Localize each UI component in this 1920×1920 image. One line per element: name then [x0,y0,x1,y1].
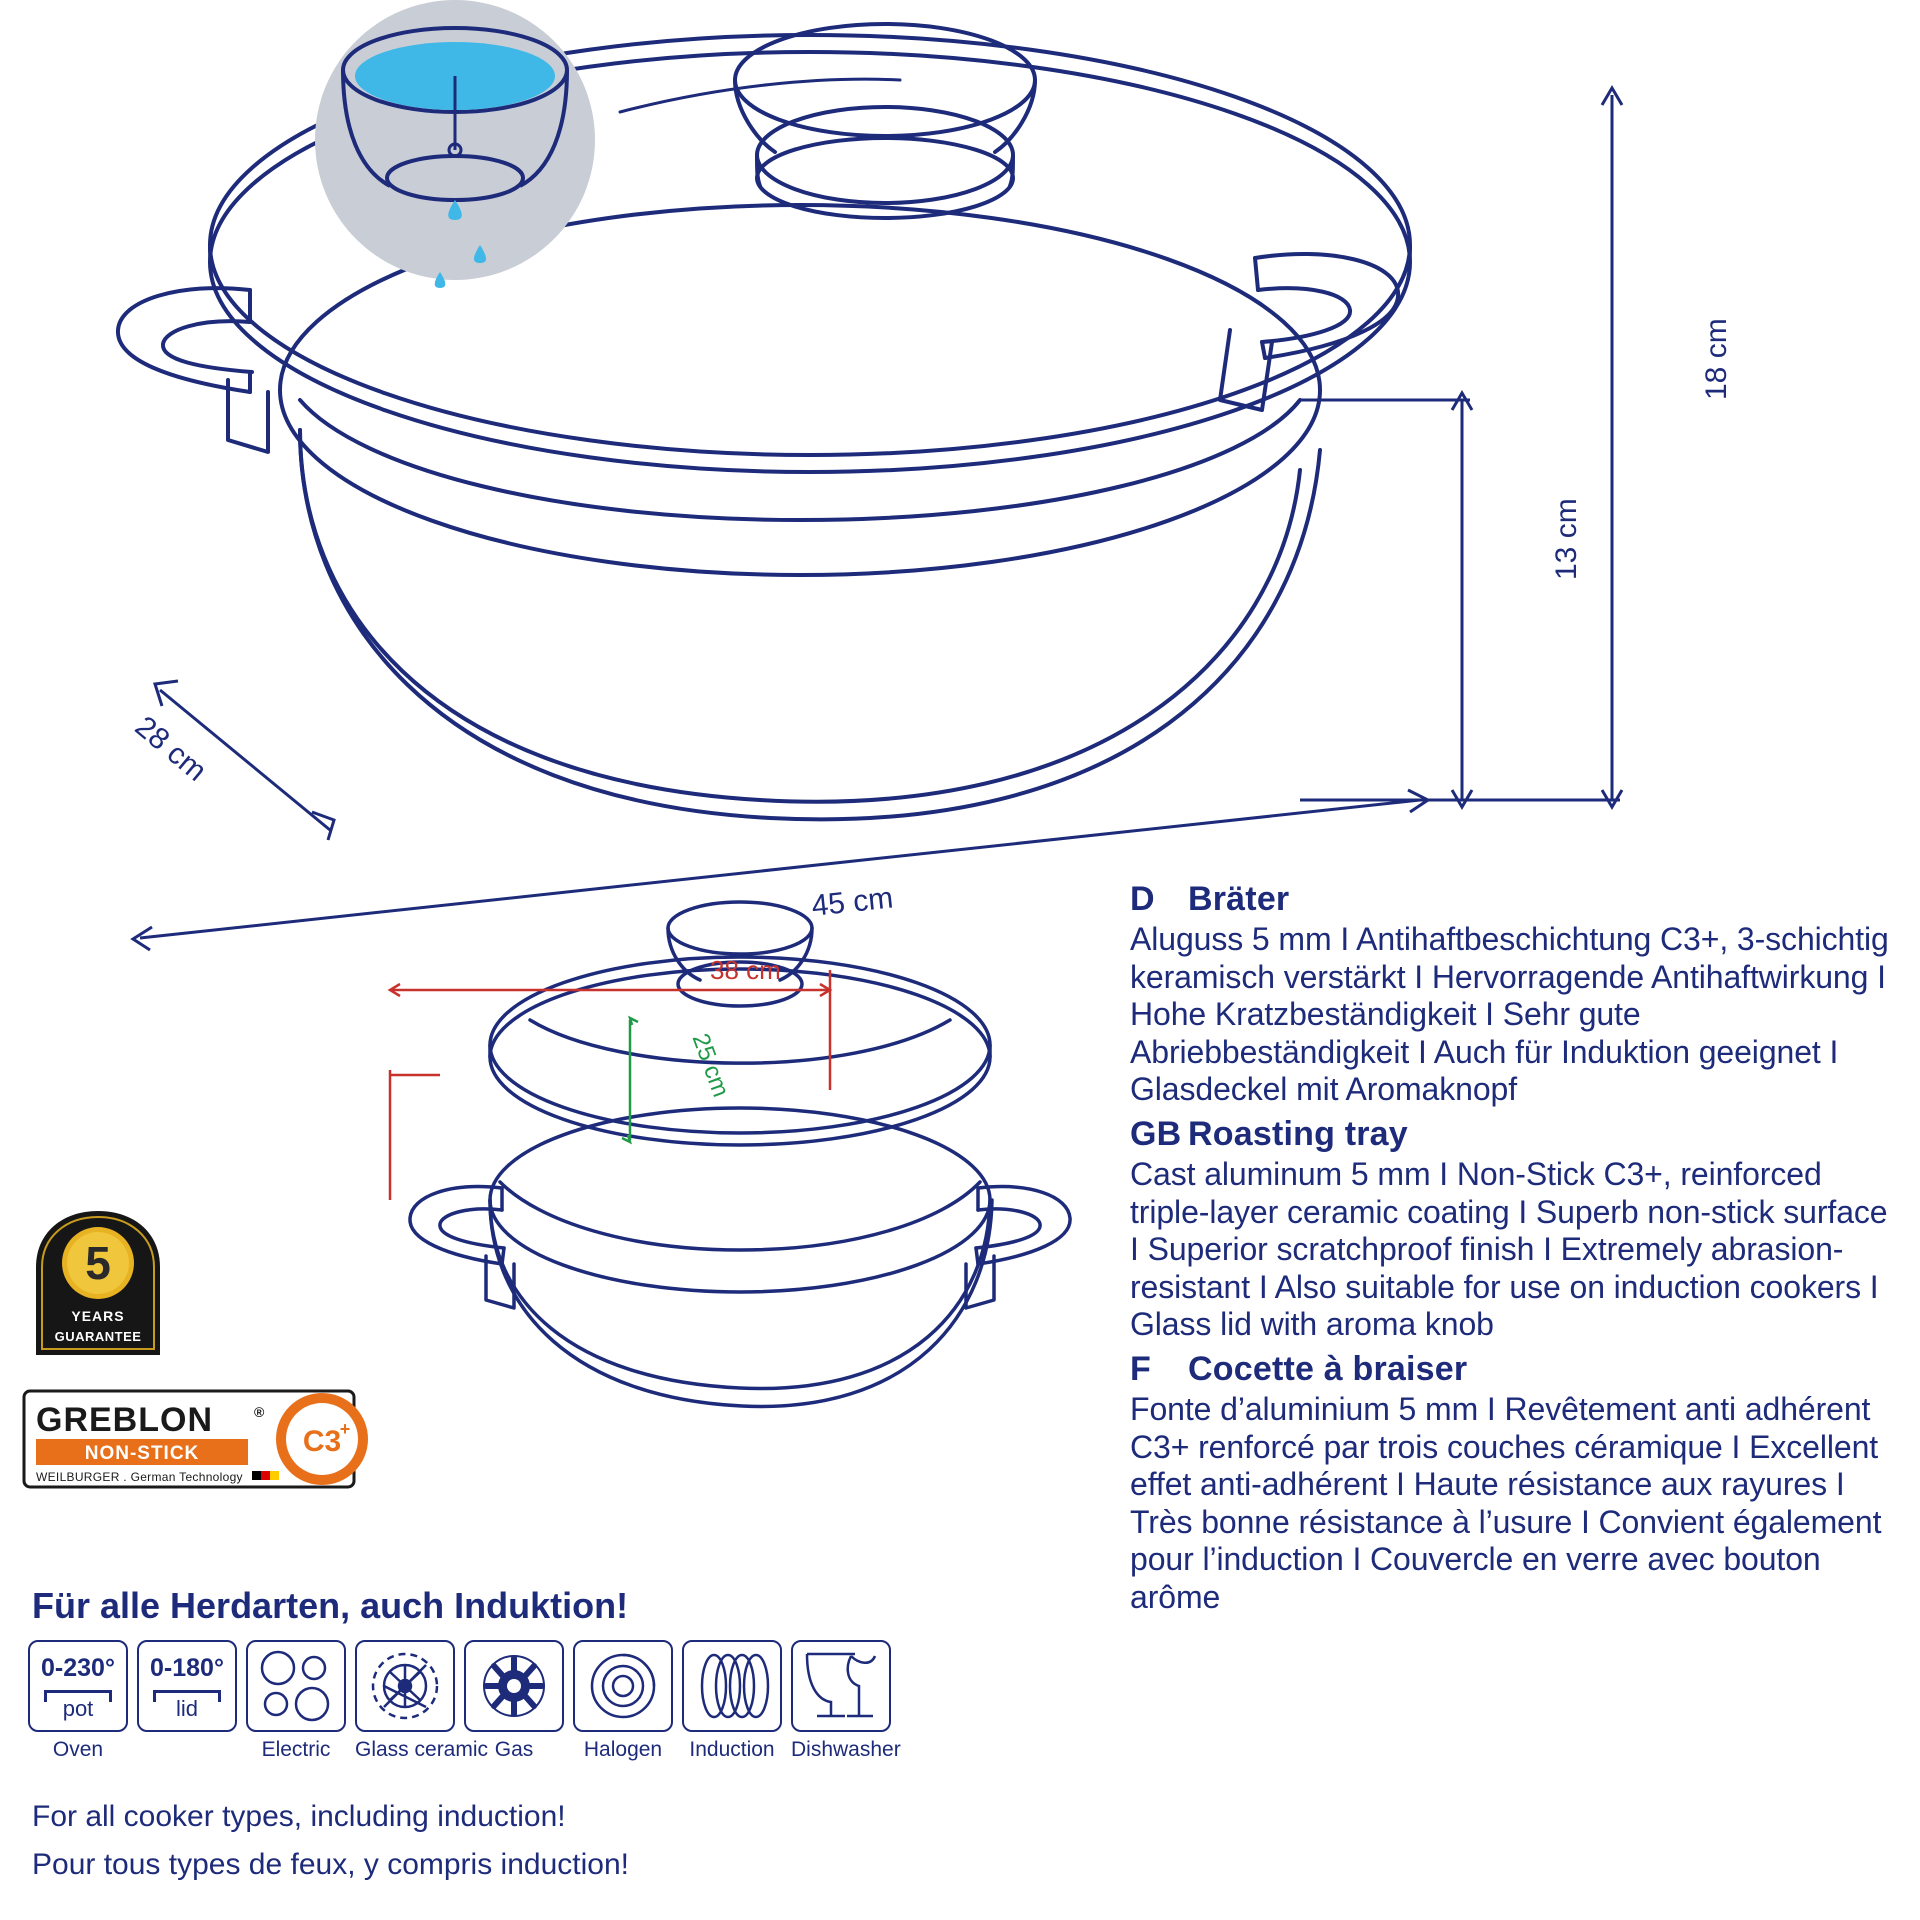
oven-pot-temp: 0-230° [41,1654,115,1682]
oven-lid-sub: lid [175,1696,198,1721]
lang-title-gb: Roasting tray [1188,1114,1408,1153]
dishwasher-caption: Dishwasher [791,1738,901,1761]
dimension-label-height-total: 18 cm [1700,318,1733,400]
electric-icon [248,1642,344,1730]
description-heading-fr [1130,1350,1890,1389]
cooktop-icon-electric [246,1640,346,1762]
cooktop-icon-dishwasher [791,1640,901,1762]
cooktop-icon-induction [682,1640,782,1762]
lang-code-de: D [1130,880,1155,918]
dimension-label-inner-width: 25 cm [686,1030,735,1101]
cooktop-note-en: For all cooker types, including induction! [32,1800,566,1833]
svg-text:®: ® [254,1404,265,1420]
dimension-label-length: 45 cm [810,881,895,923]
description-body-gb: Cast aluminum 5 mm I Non-Stick C3+, reinforced triple-layer ceramic coating I Superb non-stick surface I Superior scratchproof finish I Extremely abrasion-resistant I Also suitable for use on induction cookers I Glass lid with aroma knob [1130,1155,1888,1343]
cooktop-title: Für alle Herdarten, auch Induktion! [32,1585,629,1626]
svg-text:WEILBURGER . German Technology: WEILBURGER . German Technology [36,1470,243,1484]
svg-text:+: + [339,1419,351,1439]
glass-ceramic-icon [357,1642,453,1730]
cooktop-icon-glass-ceramic [355,1640,489,1762]
lang-title-fr: Cocette à braiser [1188,1349,1468,1388]
svg-text:C3: C3 [302,1425,342,1458]
svg-text:GREBLON: GREBLON [36,1401,213,1439]
dimension-label-depth: 28 cm [128,710,213,788]
guarantee-number: 5 [85,1237,111,1289]
lang-title-de: Bräter [1188,880,1290,918]
greblon-logo [22,1385,412,1495]
cooktop-note-fr: Pour tous types de feux, y compris induction! [32,1848,629,1881]
induction-caption: Induction [689,1738,775,1761]
halogen-caption: Halogen [583,1738,663,1761]
roaster-main-drawing [0,0,1700,960]
cooktop-icon-halogen [573,1640,673,1762]
cooktop-icon-oven-pot [28,1640,128,1762]
cooktop-icon-row [28,1640,901,1762]
glass-ceramic-caption: Glass ceramic [355,1738,489,1761]
lang-code-fr: F [1130,1349,1151,1388]
dishwasher-icon [793,1642,889,1730]
cooktop-icon-oven-lid [137,1640,237,1762]
oven-caption: Oven [52,1738,104,1761]
gas-caption: Gas [494,1738,534,1761]
lang-code-gb: GB [1130,1114,1182,1153]
guarantee-badge [28,1205,168,1355]
description-heading-de [1130,880,1890,919]
electric-caption: Electric [261,1738,331,1761]
description-body-fr: Fonte d’aluminium 5 mm I Revêtement anti adhérent C3+ renforcé par trois couches céramique I Excellent effet anti-adhérent I Haute résistance aux rayures I Très bonne résistance à l’usure I Convient également pour l’induction I Couvercle en verre avec bouton arôme [1130,1390,1882,1615]
oven-pot-sub: pot [62,1696,94,1721]
gas-icon [466,1642,562,1730]
dimension-label-inner-length: 38 cm [710,955,781,985]
description-body-de: Aluguss 5 mm I Antihaftbeschichtung C3+, 3-schichtig keramisch verstärkt I Hervorragende Antihaftwirkung I Hohe Kratzbeständigkeit I Sehr gute Abriebbeständigkeit I Auch für Induktion geeignet I Glasdeckel mit Aromaknopf [1130,921,1889,1108]
guarantee-word: GUARANTEE [54,1329,142,1344]
svg-text:NON-STICK: NON-STICK [84,1443,200,1464]
roaster-detail-drawing [390,900,1130,1560]
cooktop-icon-gas [464,1640,564,1762]
description-column [1130,880,1890,1623]
dimension-label-height-pot: 13 cm [1550,498,1583,580]
induction-icon [684,1642,780,1730]
halogen-icon [575,1642,671,1730]
description-heading-gb [1130,1115,1890,1154]
aroma-knob-detail-icon [315,0,595,288]
guarantee-years: YEARS [71,1308,125,1324]
oven-lid-temp: 0-180° [150,1654,224,1682]
